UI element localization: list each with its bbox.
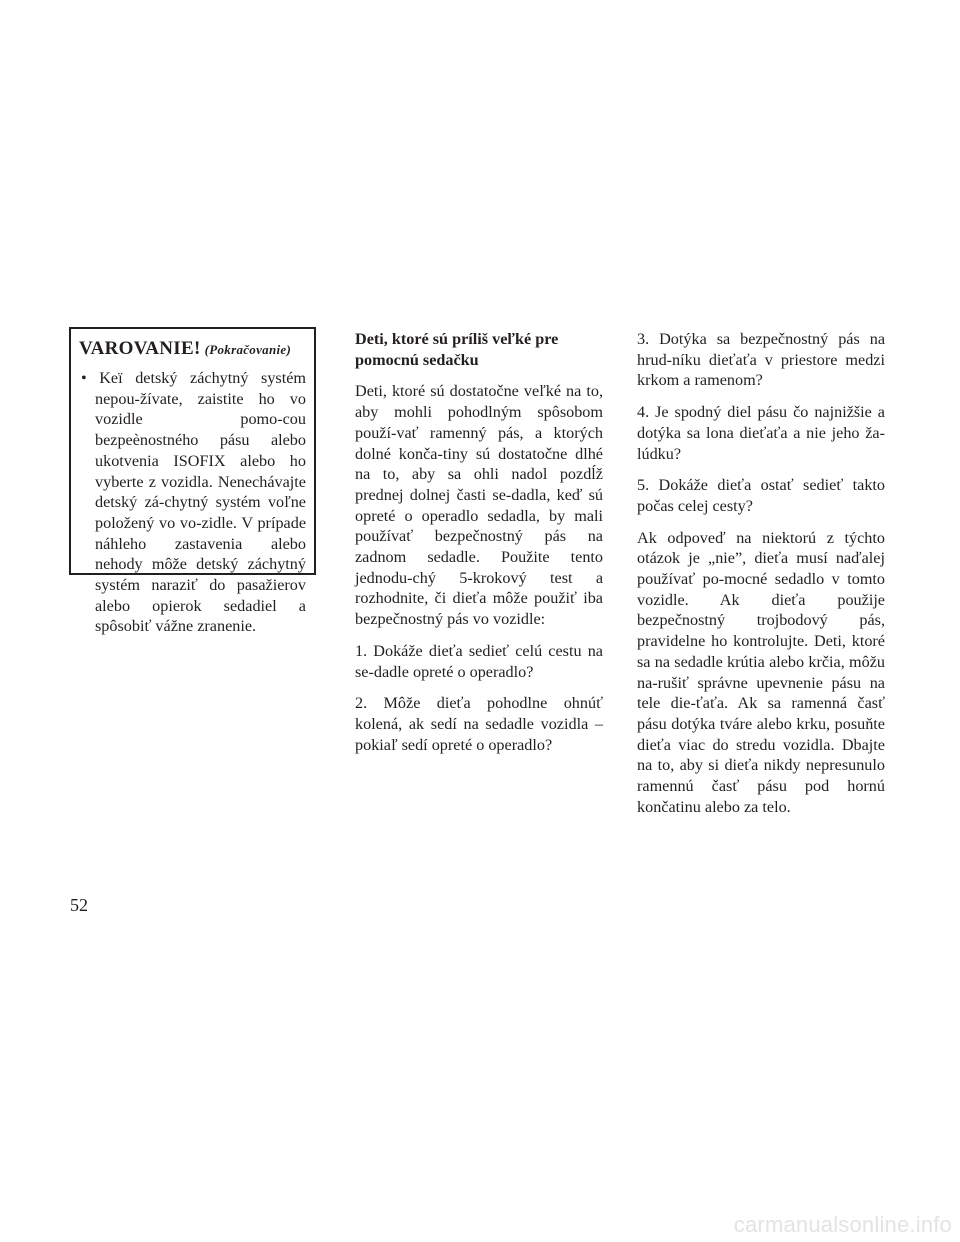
question-5: 5. Dokáže dieťa ostať sedieť takto počas celej cesty? <box>637 476 885 515</box>
question-3: 3. Dotýka sa bezpečnostný pás na hrud-níku dieťaťa v priestore medzi krkom a ramenom? <box>637 330 885 390</box>
question-4: 4. Je spodný diel pásu čo najnižšie a dotýka sa lona dieťaťa a nie jeho ža-lúdku? <box>637 403 885 463</box>
footer-watermark: carmanualsonline.info <box>733 1212 952 1237</box>
warning-bullet-text: • Keï detský záchytný systém nepou-žívate, zaistite ho vo vozidle pomo-cou bezpeènostného pásu alebo ukotvenia ISOFIX alebo ho vyberte z vozidla. Nenechávajte detský zá-chytný systém voľne položený vo vo-zidle. V prípade náhleho zastavenia alebo nehody môže detský záchytný systém naraziť do pasažierov alebo opierok sedadiel a spôsobiť vážne zranenie. <box>81 369 306 636</box>
column-3 <box>637 329 885 828</box>
column-2 <box>355 329 603 766</box>
warning-continuation: (Pokračovanie) <box>204 342 292 357</box>
page-number: 52 <box>70 895 88 915</box>
section-heading: Deti, ktoré sú príliš veľké pre pomocnú sedačku <box>355 330 559 369</box>
warning-box <box>69 327 316 636</box>
warning-heading <box>79 339 306 360</box>
closing-paragraph: Ak odpoveď na niektorú z týchto otázok je „nie”, dieťa musí naďalej používať po-mocné sedadlo v tomto vozidle. Ak dieťa použije bezpečnostný trojbodový pás, pravidelne ho kontrolujte. Deti, ktoré sa na sedadle krútia alebo krčia, môžu na-rušiť správne upevnenie pásu na tele die-ťaťa. Ak sa ramenná časť pásu dotýka tváre alebo krku, posuňte dieťa viac do stredu vozidla. Dbajte na to, aby si dieťa nikdy nepresunulo ramennú časť pásu pod hornú končatinu alebo za telo. <box>637 528 885 816</box>
question-1: 1. Dokáže dieťa sedieť celú cestu na se-dadle opreté o operadlo? <box>355 641 603 681</box>
intro-paragraph: Deti, ktoré sú dostatočne veľké na to, aby mohli pohodlným spôsobom použí-vať ramenný pás, a ktorých dolné konča-tiny sú dostatočne dlhé na to, aby sa ohli nadol pozdĺž prednej dolnej časti se-dadla, keď sú opreté o operadlo sedadla, by mali používať bezpečnostný pás na zadnom sedadle. Použite tento jednodu-chý 5-krokový test a rozhodnite, či dieťa môže použiť iba bezpečnostný pás vo vozidle: <box>355 382 603 629</box>
question-2: 2. Môže dieťa pohodlne ohnúť kolená, ak sedí na sedadle vozidla – pokiaľ sedí opreté o operadlo? <box>355 694 603 754</box>
warning-title: VAROVANIE! <box>79 338 201 359</box>
